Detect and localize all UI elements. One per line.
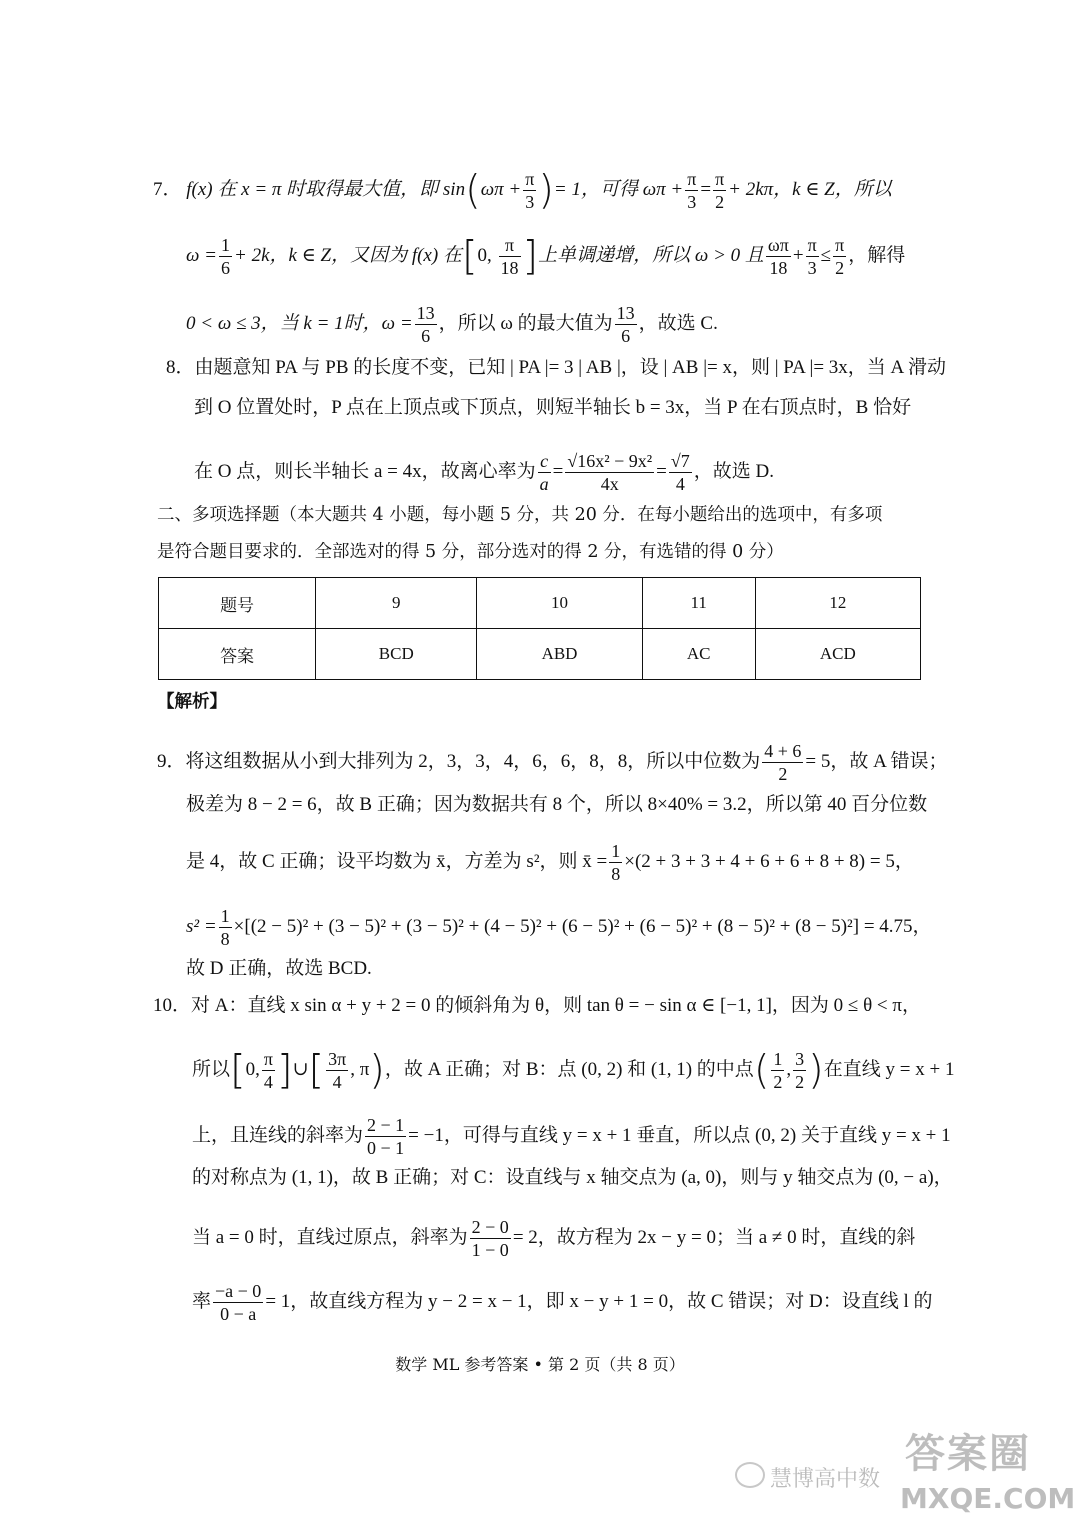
page-footer: 数学 ML 参考答案 • 第 2 页（共 8 页） [395, 1355, 685, 1374]
frac-pi-2b: $\frac{\pi}{2}$ [835, 235, 845, 278]
frac-omegapi-18: $\frac{\omega\pi}{18}$ [767, 235, 789, 278]
table-row [159, 629, 921, 680]
q8-line-3: 在 O 点，则长半轴长 a = 4x，故离心率为 $\frac{c}{a}$ = $\frac{\text{√16x² − 9x²}}{4x}$ = $\frac{√7}{4}$ ，故选 D. [194, 451, 775, 494]
frac-1-8b: $\frac{1}{8}$ [220, 906, 230, 949]
q7-line-2: ω = $\frac{1}{6}$ + 2k，k ∈ Z，又因为 f(x) 在[0, $\frac{\pi}{18}$ ]上单调递增，所以 ω > 0 且 $\frac{\omega\pi}{18}$ + $\frac{\pi}{3}$ ≤ $\frac{\pi}{2}$ ，解得 [186, 233, 906, 280]
watermark-logo: 答案圈 [905, 1431, 1031, 1477]
frac-1-6: $\frac{1}{6}$ [221, 235, 230, 278]
frac-13-6b: $\frac{13}{6}$ [616, 303, 635, 346]
q10-line-5: 当 a = 0 时，直线过原点，斜率为 $\frac{2 - 0}{1 - 0}$ = 2，故方程为 2x − y = 0；当 a ≠ 0 时，直线的斜 [192, 1217, 916, 1260]
q9-line-1: 9．将这组数据从小到大排列为 2，3，3，4，6，6，8，8，所以中位数为 $\frac{4 + 6}{2}$ = 5，故 A 错误； [157, 741, 948, 784]
table-cell: ACD [755, 629, 920, 680]
section2-heading-line-1: 二、多项选择题（本大题共 4 小题，每小题 5 分，共 20 分．在每小题给出的选项中，有多项 [157, 505, 883, 525]
watermark-url: MXQE.COM [900, 1482, 1076, 1515]
q10-line-4: 的对称点为 (1, 1)，故 B 正确；对 C：设直线与 x 轴交点为 (a, 0)，则与 y 轴交点为 (0, − a)， [192, 1167, 953, 1188]
q7-line-1: 7． f(x) 在 x = π 时取得最大值，即 sin(ωπ + $\frac{\pi}{3}$ )= 1，可得 ωπ + $\frac{\pi}{3}$ = $\frac{\pi}{2}$ + 2kπ，k ∈ Z，所以 [153, 167, 892, 214]
q10-line-2: 所以[0, $\frac{\pi}{4}$ ]∪[ $\frac{3\pi}{4}$ , π)，故 A 正确；对 B：点 (0, 2) 和 (1, 1) 的中点( $\frac{1}{2}$ , $\frac{3}{2}$ )在直线 y = x + 1 [192, 1047, 955, 1094]
table-cell: 10 [477, 578, 642, 629]
q9-line-2: 极差为 8 − 2 = 6，故 B 正确；因为数据共有 8 个，所以 8×40% = 3.2，所以第 40 百分位数 [186, 794, 928, 815]
table-cell: 答案 [159, 629, 316, 680]
table-cell: ABD [477, 629, 642, 680]
q9-line-3: 是 4，故 C 正确；设平均数为 x̄，方差为 s²，则 x̄ = $\frac{1}{8}$ ×(2 + 3 + 3 + 4 + 6 + 6 + 8 + 8) = 5， [186, 841, 914, 884]
frac-slope-c: $\frac{2 - 0}{1 - 0}$ [471, 1217, 509, 1260]
q7-number: 7． [153, 178, 182, 200]
frac-pi-3: $\frac{\pi}{3}$ [525, 169, 535, 212]
table-cell: 11 [642, 578, 755, 629]
analysis-label: 【解析】 [157, 692, 227, 712]
answer-table [158, 577, 921, 680]
frac-pi-3c: $\frac{\pi}{3}$ [807, 235, 817, 278]
q10-line-1: 10．对 A：直线 x sin α + y + 2 = 0 的倾斜角为 θ，则 tan θ = − sin α ∈ [−1, 1]，因为 0 ≤ θ < π， [153, 995, 921, 1016]
wechat-icon [735, 1462, 765, 1488]
table-cell: BCD [316, 629, 477, 680]
frac-sqrt-4x: $\frac{\text{√16x² − 9x²}}{4x}$ [567, 451, 653, 494]
frac-1-8: $\frac{1}{8}$ [611, 841, 621, 884]
table-cell: AC [642, 629, 755, 680]
frac-13-6: $\frac{13}{6}$ [416, 303, 435, 346]
frac-pi-3b: $\frac{\pi}{3}$ [687, 169, 697, 212]
table-cell: 12 [755, 578, 920, 629]
q8-line-1: 8．由题意知 PA 与 PB 的长度不变，已知 | PA |= 3 | AB |，设 | AB |= x，则 | PA |= 3x，当 A 滑动 [166, 357, 946, 378]
watermark-text: 慧博高中数 [770, 1467, 881, 1492]
frac-3pi-4: $\frac{3\pi}{4}$ [328, 1049, 347, 1092]
frac-4plus6-2: $\frac{4 + 6}{2}$ [764, 741, 802, 784]
frac-sqrt7-4: $\frac{√7}{4}$ [670, 451, 690, 494]
frac-c-a: $\frac{c}{a}$ [539, 451, 549, 494]
q10-line-6: 率 $\frac{-a - 0}{0 - a}$ = 1，故直线方程为 y − 2 = x − 1，即 x − y + 1 = 0，故 C 错误；对 D：设直线 l 的 [192, 1281, 933, 1324]
frac-slope-b: $\frac{2 - 1}{0 - 1}$ [367, 1115, 405, 1158]
section2-heading-line-2: 是符合题目要求的．全部选对的得 5 分，部分选对的得 2 分，有选错的得 0 分） [157, 542, 784, 562]
frac-pi-2: $\frac{\pi}{2}$ [715, 169, 725, 212]
q8-line-2: 到 O 位置处时，P 点在上顶点或下顶点，则短半轴长 b = 3x，当 P 在右顶点时，B 恰好 [194, 397, 912, 418]
frac-pi-18: $\frac{\pi}{18}$ [500, 235, 519, 278]
q9-line-4: s² = $\frac{1}{8}$ ×[(2 − 5)² + (3 − 5)² + (3 − 5)² + (4 − 5)² + (6 − 5)² + (6 − 5)² + (8 − 5)² + (8 − 5)²] = 4.75， [186, 906, 932, 949]
table-cell: 题号 [159, 578, 316, 629]
frac-pi-4: $\frac{\pi}{4}$ [263, 1049, 273, 1092]
q7-line-3: 0 < ω ≤ 3，当 k = 1时，ω = $\frac{13}{6}$ ，所以 ω 的最大值为 $\frac{13}{6}$ ，故选 C. [186, 303, 718, 346]
frac-1-2: $\frac{1}{2}$ [773, 1049, 783, 1092]
q9-line-5: 故 D 正确，故选 BCD. [186, 958, 372, 979]
q10-line-3: 上，且连线的斜率为 $\frac{2 - 1}{0 - 1}$ = −1，可得与直线 y = x + 1 垂直，所以点 (0, 2) 关于直线 y = x + 1 [192, 1115, 951, 1158]
table-cell: 9 [316, 578, 477, 629]
table-row [159, 578, 921, 629]
frac-slope-c2: $\frac{-a - 0}{0 - a}$ [215, 1281, 262, 1324]
frac-3-2: $\frac{3}{2}$ [795, 1049, 805, 1092]
